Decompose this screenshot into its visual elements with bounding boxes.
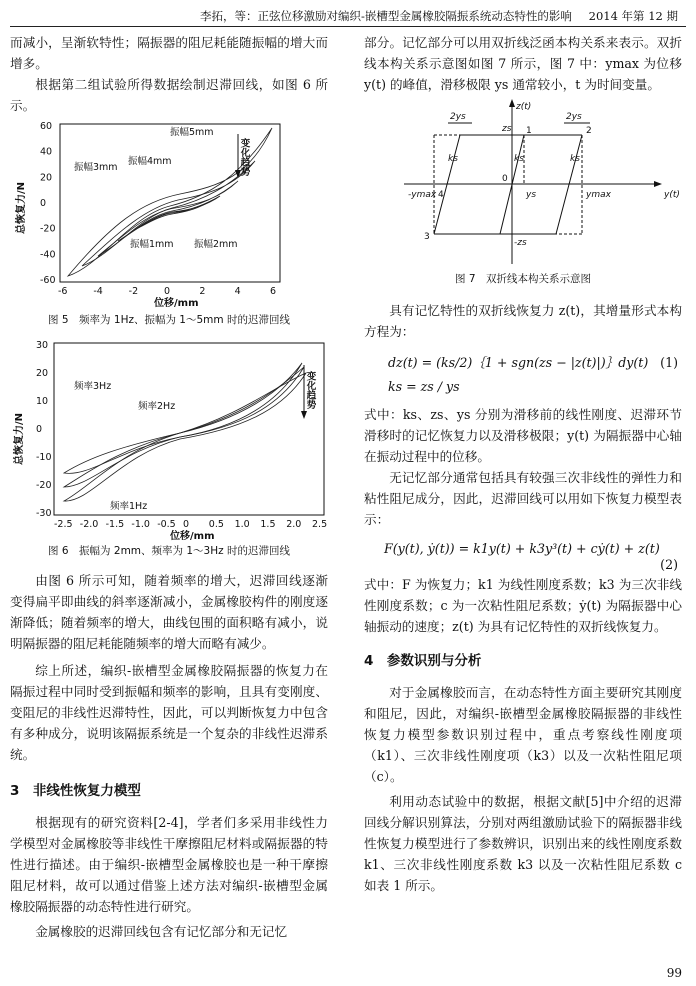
point-2: 2	[586, 126, 592, 136]
paragraph: 无记忆部分通常包括具有较强三次非线性的弹性力和粘性阻尼成分，因此，迟滞回线可以用如下恢复力模型表示：	[364, 470, 682, 527]
figure-7-diagram	[364, 99, 682, 269]
tick-label: -20	[36, 480, 52, 491]
label-amp2: 振幅2mm	[194, 239, 238, 250]
equation-ks	[364, 376, 682, 404]
fig5-ylabel: 总恢复力/N	[16, 181, 27, 234]
point-3: 3	[424, 232, 430, 242]
paragraph: 金属橡胶的迟滞回线包含有记忆部分和无记忆	[35, 924, 288, 939]
tick-label: -60	[40, 275, 56, 286]
tick-label: 2	[199, 286, 206, 297]
point-1: 1	[526, 126, 532, 136]
page-number: 99	[666, 966, 682, 980]
equation-2	[364, 534, 682, 574]
tick-label: -10	[36, 452, 52, 463]
equation-1-number: (1)	[660, 355, 678, 370]
section-heading-3: 3 非线性恢复力模型	[10, 783, 141, 799]
right-column	[364, 32, 682, 896]
paragraph: 由图 6 所示可知，随着频率的增大，迟滞回线逐渐变得扁平即曲线的斜率逐渐减小，金属橡胶构件的刚度逐渐降低；随着频率的增大，曲线包围的面积略有减小，说明隔振器的阻尼耗能随频率的增大而略有减少。	[10, 573, 328, 651]
tick-label: -6	[58, 286, 68, 297]
tick-label: 0.5	[208, 519, 224, 530]
tick-label: 40	[40, 146, 53, 158]
tick-label: 10	[36, 396, 49, 407]
paragraph: 而减小，呈渐软特性；隔振器的阻尼耗能随振幅的增大而增多。	[10, 35, 328, 71]
figure-6-chart	[10, 337, 328, 543]
paragraph: 利用动态试验中的数据，根据文献[5]中介绍的迟滞回线分解识别算法，分别对两组激励试验下的隔振器非线性恢复力模型进行了参数辨识，识别出来的线性刚度系数 k1、三次非线性刚度系数 k3 以及一次粘性阻尼系数 c 如表 1 所示。	[364, 794, 682, 893]
equation-1	[364, 348, 682, 376]
paragraph: 式中：F 为恢复力；k1 为线性刚度系数；k3 为三次非线性刚度系数；c 为一次粘性阻尼系数；ẏ(t) 为隔振器中心轴振动的速度；z(t) 为具有记忆特性的双折线恢复力。	[364, 577, 682, 634]
figure-5	[10, 116, 328, 312]
neg-zs-label: -zs	[514, 238, 527, 248]
tick-label: -20	[40, 223, 56, 235]
tick-label: 0	[164, 286, 171, 297]
label-amp1: 振幅1mm	[130, 239, 174, 250]
issue-label: 2014 年第 12 期	[588, 9, 678, 23]
figure-7	[364, 99, 682, 269]
tick-label: -0.5	[157, 519, 176, 530]
figure-5-caption: 图 5 频率为 1Hz、振幅为 1～5mm 时的迟滞回线	[48, 314, 290, 326]
tick-label: -40	[40, 249, 56, 261]
figure-7-caption: 图 7 双折线本构关系示意图	[454, 273, 592, 285]
label-amp5: 振幅5mm	[170, 127, 214, 138]
section-heading-4: 4 参数识别与分析	[364, 653, 482, 669]
tick-label: 6	[270, 286, 277, 297]
fig5-xlabel: 位移/mm	[154, 298, 199, 309]
tick-label: -4	[93, 286, 103, 297]
tick-label: 1.5	[260, 519, 276, 530]
paragraph: 综上所述，编织-嵌槽型金属橡胶隔振器的恢复力在隔振过程中同时受到振幅和频率的影响，且具有变刚度、变阻尼的非线性迟滞特性，因此，可以判断恢复力中包含有多种成分，说明该隔振系统是一个复杂的非线性迟滞系统。	[10, 663, 328, 762]
figure-6	[10, 337, 328, 543]
ys-label: ys	[526, 190, 537, 200]
label-amp4: 振幅4mm	[128, 156, 172, 167]
equation-2-number: (2)	[660, 557, 678, 572]
tick-label: 0	[183, 519, 190, 530]
dim-2ys-left: 2ys	[450, 112, 466, 122]
equation-2-body: F(y(t), ẏ(t)) = k1y(t) + k3y³(t) + cẏ(t) + z(t)	[384, 541, 660, 556]
fig6-xlabel: 位移/mm	[170, 531, 215, 542]
figure-5-chart	[10, 116, 328, 312]
fig6-ylabel: 总恢复力/N	[14, 412, 25, 465]
loop-3hz	[64, 363, 302, 473]
paragraph: 具有记忆特性的双折线恢复力 z(t)，其增量形式本构方程为：	[364, 303, 682, 339]
loop-1hz	[64, 373, 306, 501]
tick-label: -2	[128, 286, 139, 297]
left-column	[10, 32, 328, 942]
tick-label: 1.0	[234, 519, 250, 530]
tick-label: -2.5	[54, 519, 73, 530]
tick-label: 4	[234, 286, 241, 297]
tick-label: 30	[36, 340, 49, 351]
axis-z-label: z(t)	[516, 102, 532, 112]
axis-y-label: y(t)	[664, 190, 680, 200]
ymax-label: ymax	[586, 190, 611, 200]
label-amp3: 振幅3mm	[74, 162, 118, 173]
running-title: 李拓，等：正弦位移激励对编织-嵌槽型金属橡胶隔振系统动态特性的影响	[200, 9, 572, 23]
tick-label: 2.0	[286, 519, 302, 530]
ks-label-2: ks	[514, 154, 524, 164]
label-2hz: 频率2Hz	[138, 401, 176, 412]
paragraph: 根据现有的研究资料[2-4]，学者们多采用非线性力学模型对金属橡胶等非线性干摩擦阻尼材料或隔振器的特性进行描述。由于编织-嵌槽型金属橡胶也是一种干摩擦阻尼材料，故可以通过借鉴上述方法对编织-嵌槽型金属橡胶隔振器的动态特性进行研究。	[10, 815, 328, 914]
fig5-trend: 变化趋势	[238, 138, 250, 176]
dim-2ys-right: 2ys	[566, 112, 582, 122]
paragraph: 根据第二组试验所得数据绘制迟滞回线，如图 6 所示。	[10, 77, 328, 113]
paragraph: 对于金属橡胶而言，在动态特性方面主要研究其刚度和阻尼，因此，对编织-嵌槽型金属橡胶隔振器的非线性恢复力模型参数识别过程中，重点考察线性刚度项（k1）、三次非线性刚度项（k3）以及一次粘性阻尼项（c）。	[364, 685, 682, 784]
running-header	[10, 4, 686, 27]
label-1hz: 频率1Hz	[110, 501, 148, 512]
tick-label: 20	[36, 368, 49, 379]
tick-label: 0	[36, 424, 43, 435]
tick-label: -30	[36, 508, 52, 519]
equation-1-body: dz(t) = (ks/2)｛1 + sgn(zs − |z(t)|)｝dy(t)	[388, 355, 649, 370]
tick-label: -1.5	[105, 519, 125, 530]
fig6-trend: 变化趋势	[304, 371, 316, 409]
neg-ymax-label: -ymax	[408, 190, 437, 200]
label-3hz: 频率3Hz	[74, 381, 112, 392]
tick-label: -2.0	[79, 519, 99, 530]
ks-label-3: ks	[570, 154, 580, 164]
zs-label: zs	[502, 124, 512, 134]
figure-6-caption: 图 6 振幅为 2mm、频率为 1～3Hz 时的迟滞回线	[48, 545, 290, 557]
tick-label: -1.0	[131, 519, 150, 530]
paragraph: 部分。记忆部分可以用双折线泛函本构关系来表示。双折线本构关系示意图如图 7 所示，图 7 中：ymax 为位移 y(t) 的峰值，滑移极限 ys 通常较小，t 为时间变量。	[364, 35, 682, 92]
equation-ks-body: ks = zs / ys	[388, 379, 460, 394]
paragraph: 式中：ks、zs、ys 分别为滑移前的线性刚度、迟滞环节滑移时的记忆恢复力以及滑移极限；y(t) 为隔振器中心轴在振动过程中的位移。	[364, 407, 682, 464]
tick-label: 2.5	[312, 519, 328, 530]
tick-label: 0	[40, 198, 47, 209]
tick-label: 60	[40, 121, 53, 132]
origin-label: 0	[502, 174, 508, 184]
ks-label-1: ks	[448, 154, 458, 164]
tick-label: 20	[40, 172, 53, 184]
point-4: 4	[438, 190, 444, 200]
